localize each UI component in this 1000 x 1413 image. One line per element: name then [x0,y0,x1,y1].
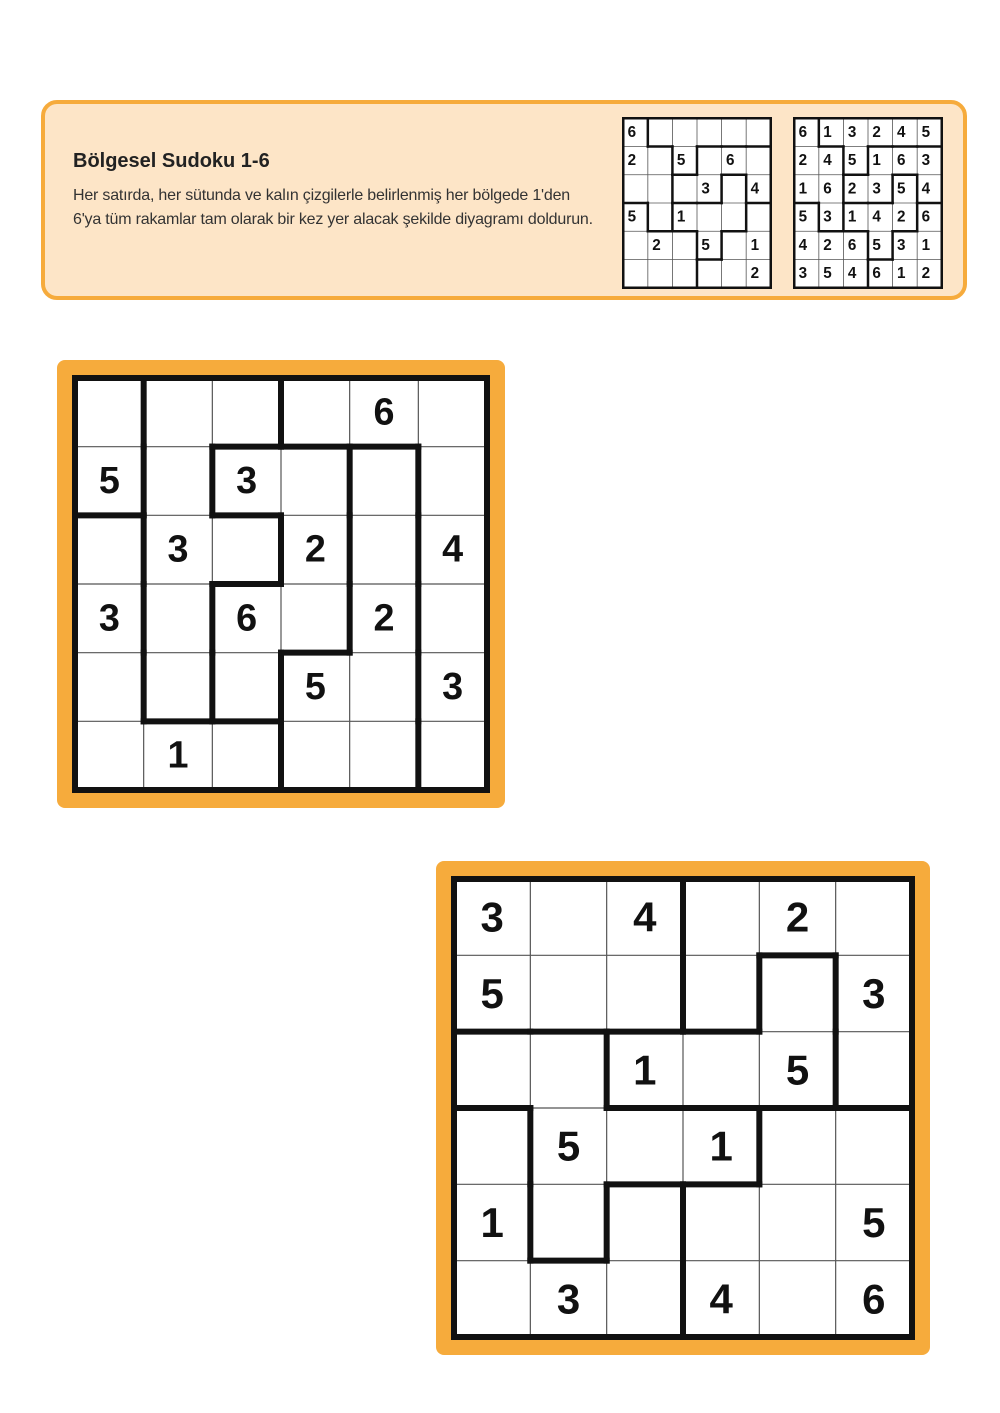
cell-digit: 3 [442,666,464,708]
cell-digit: 4 [798,236,808,254]
cell-digit: 5 [480,970,504,1017]
cell-digit: 5 [556,1122,581,1170]
cell-digit: 5 [627,208,637,226]
cell-digit: 2 [847,180,857,198]
cell-digit: 1 [823,123,832,141]
cell-digit: 3 [98,597,120,640]
cell-digit: 6 [236,597,258,640]
cell-digit: 4 [847,265,857,283]
puzzle-2-grid [451,876,915,1340]
puzzle-title: Bölgesel Sudoku 1-6 [73,150,270,172]
cell-digit: 1 [897,265,906,283]
cell-digit: 4 [897,123,906,141]
cell-digit: 4 [750,180,760,198]
cell-digit: 6 [897,152,906,170]
cell-digit: 1 [633,1046,657,1094]
cell-digit: 5 [676,152,686,170]
cell-digit: 4 [709,1275,733,1323]
cell-digit: 2 [785,893,810,941]
cell-digit: 1 [872,152,881,170]
cell-digit: 2 [872,123,881,141]
cell-digit: 5 [862,1199,886,1246]
cell-digit: 4 [633,893,657,941]
cell-digit: 6 [627,123,637,141]
cell-digit: 6 [823,180,832,198]
cell-digit: 6 [872,265,881,283]
cell-digit: 2 [652,236,661,254]
cell-digit: 5 [921,123,931,141]
cell-digit: 2 [897,208,906,226]
cell-digit: 6 [862,1275,886,1323]
cell-digit: 3 [921,152,931,170]
cell-digit: 1 [709,1122,733,1170]
cell-digit: 3 [480,893,504,941]
cell-digit: 5 [872,236,881,254]
cell-digit: 2 [304,528,326,571]
cell-digit: 6 [798,123,808,141]
cell-digit: 2 [373,597,395,640]
cell-digit: 3 [167,528,189,571]
cell-digit: 2 [921,265,931,283]
cell-digit: 4 [921,180,931,198]
cell-digit: 4 [442,528,464,571]
cell-digit: 3 [556,1275,581,1323]
cell-digit: 3 [798,265,808,283]
cell-digit: 2 [798,152,808,170]
cell-digit: 3 [847,123,857,141]
cell-digit: 1 [676,208,686,226]
cell-digit: 5 [98,460,120,502]
cell-digit: 3 [897,236,906,254]
cell-digit: 5 [304,666,326,708]
cell-digit: 6 [726,152,735,170]
cell-digit: 1 [480,1199,504,1246]
cell-digit: 5 [701,236,710,254]
cell-digit: 1 [798,180,808,198]
cell-digit: 2 [750,265,760,283]
cell-digit: 3 [872,180,881,198]
cell-digit: 2 [627,152,637,170]
cell-digit: 1 [847,208,857,226]
cell-digit: 4 [872,208,881,226]
cell-digit: 5 [785,1046,810,1094]
cell-digit: 6 [921,208,931,226]
cell-digit: 2 [823,236,832,254]
cell-digit: 3 [823,208,832,226]
cell-digit: 1 [921,236,931,254]
cell-digit: 5 [897,180,906,198]
cell-digit: 6 [847,236,857,254]
puzzle-1-grid [72,375,490,793]
cell-digit: 5 [798,208,808,226]
cell-digit: 4 [823,152,832,170]
cell-digit: 3 [862,970,886,1017]
cell-digit: 3 [701,180,710,198]
cell-digit: 1 [167,734,189,777]
cell-digit: 6 [373,391,395,434]
example-solution-grid [793,117,943,289]
cell-digit: 1 [750,236,760,254]
instructions-text: Her satırda, her sütunda ve kalın çizgilerle belirlenmiş her bölgede 1'den 6'ya tüm rakamlar tam olarak bir kez yer alacak şekilde diyagramı doldurun. [73,187,593,228]
cell-digit: 5 [847,152,857,170]
cell-digit: 5 [823,265,832,283]
cell-digit: 3 [236,460,258,502]
example-puzzle-grid [622,117,772,289]
